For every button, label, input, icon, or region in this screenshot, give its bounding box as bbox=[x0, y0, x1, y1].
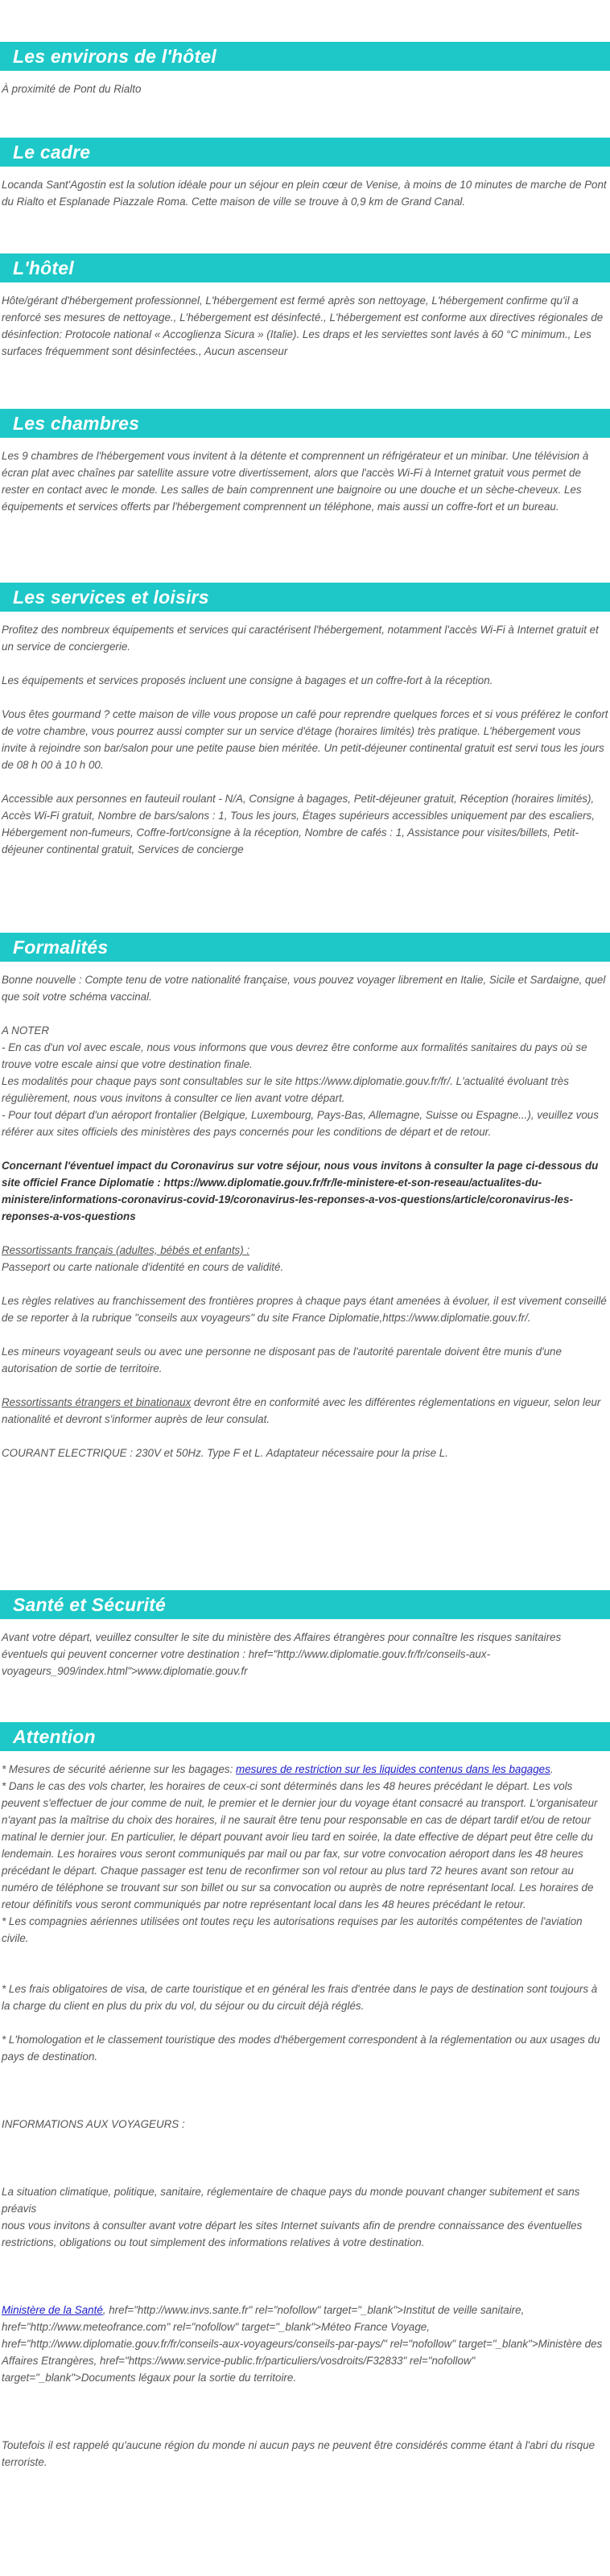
formalites-paragraph: Passeport ou carte nationale d'identité en cours de validité. bbox=[2, 1261, 284, 1273]
section-formalites bbox=[0, 933, 610, 1461]
attention-text: * Mesures de sécurité aérienne sur les bagages: bbox=[2, 1763, 237, 1775]
attention-paragraph: La situation climatique, politique, sanitaire, réglementaire de chaque pays du monde pouvant changer subitement et sans préavis bbox=[2, 2186, 580, 2215]
section-header bbox=[0, 138, 610, 167]
attention-paragraph: * L'homologation et le classement touristique des modes d'hébergement correspondent à la réglementation ou aux usages du pays de destination. bbox=[2, 2034, 600, 2063]
section-title: Les services et loisirs bbox=[13, 586, 209, 608]
informations-voyageurs-heading: INFORMATIONS AUX VOYAGEURS : bbox=[2, 2118, 185, 2130]
attention-text: . bbox=[550, 1763, 554, 1775]
services-paragraph: Vous êtes gourmand ? cette maison de ville vous propose un café pour reprendre quelques forces et si vous préférez le confort de votre chambre, vous pourrez aussi compter sur un service d'étage (horaires limités) très pratique. L'hébergement vous invite à rejoindre son bar/salon pour une petite pause bien méritée. Un petit-déjeuner continental gratuit est servi tous les jours de 08 h 00 à 10 h 00. bbox=[2, 708, 608, 771]
formalites-paragraph: Les modalités pour chaque pays sont consultables sur le site https://www.diplomatie.gouv.fr/fr/. L'actualité évoluant très régulièrement, nous vous invitons à consulter ce lien avant votre départ. bbox=[2, 1075, 569, 1104]
attention-paragraph: * Dans le cas des vols charter, les horaires de ceux-ci sont déterminés dans les 48 heures précédant le départ. Les vols peuvent s'effectuer de jour comme de nuit, le premier et le dernier jour du voyage étant consacré au transport. L'organisateur n'ayant pas la maîtrise du choix des horaires, il ne saurait être tenu pour responsable en cas de départ tardif et/ou de retour matinal le dernier jour. En particulier, le départ pouvant avoir lieu tard en soirée, la date effective de départ peut être celle du lendemain. Les horaires vous seront communiqués par mail ou par fax, sur votre convocation aéroport dans les 48 heures précédant le départ. Chaque passager est tenu de reconfirmer son vol retour au plus tard 72 heures avant son retour au numéro de téléphone se trouvant sur son billet ou sur sa convocation ou auprès de notre représentant local. Les horaires de retour définitifs vous seront communiqués par notre représentant local dans les 48 heures précédant le retour. bbox=[2, 1780, 598, 1910]
section-hotel bbox=[0, 253, 610, 360]
formalites-paragraph: - En cas d'un vol avec escale, nous vous informons que vous devrez être conforme aux formalités sanitaires du pays où se trouve votre escale ainsi que votre destination finale. bbox=[2, 1041, 587, 1070]
section-title: Les environs de l'hôtel bbox=[13, 45, 216, 67]
environs-text: À proximité de Pont du Rialto bbox=[2, 83, 142, 95]
attention-paragraph: nous vous invitons à consulter avant votre départ les sites Internet suivants afin de prendre connaissance des éventuelles restrictions, obligations ou tout simplement des informations relatives à votre destination. bbox=[2, 2219, 583, 2248]
section-title: Attention bbox=[13, 1725, 96, 1747]
liquides-restriction-link[interactable]: mesures de restriction sur les liquides contenus dans les bagages bbox=[236, 1763, 550, 1775]
formalites-note-title: A NOTER bbox=[2, 1024, 50, 1037]
attention-paragraph: * Les compagnies aériennes utilisées ont toutes reçu les autorisations requises par les autorités compétentes de l'aviation civile. bbox=[2, 1915, 583, 1944]
attention-text: , href="http://www.invs.sante.fr" rel="nofollow" target="_blank">Institut de veille sanitaire, href="http://www.meteofrance.com" rel="nofollow" target="_blank">Méteo France Voyage, href="http://www.diplomatie.gouv.fr/fr/conseils-aux-voyageurs/conseils-par-pays/" rel="nofollow" target="_blank">Ministère des Affaires Etrangères, href="https://www.service-public.fr/particuliers/vosdroits/F32833" rel="nofollow" target="_blank">Documents légaux pour la sortie du territoire. bbox=[2, 2304, 603, 2384]
section-header bbox=[0, 1590, 610, 1619]
formalites-paragraph bbox=[2, 1394, 608, 1428]
attention-paragraph bbox=[2, 2302, 608, 2386]
cadre-text: Locanda Sant'Agostin est la solution idéale pour un séjour en plein cœur de Venise, à moins de 10 minutes de marche de Pont du Rialto et Esplanade Piazzale Roma. Cette maison de ville se trouve à 0,9 km de Grand Canal. bbox=[2, 179, 607, 208]
section-chambres bbox=[0, 409, 610, 515]
chambres-text: Les 9 chambres de l'hébergement vous invitent à la détente et comprennent un réfrigérateur et un minibar. Une télévision à écran plat avec chaînes par satellite assure votre divertissement, alors que l'accès Wi-Fi à Internet gratuit vous permet de rester en contact avec le monde. Les salles de bain comprennent une baignoire ou une douche et un sèche-cheveux. Les équipements et services offerts par l'hébergement comprennent un téléphone, mais aussi un coffre-fort et un bureau. bbox=[2, 450, 589, 513]
formalites-paragraph: - Pour tout départ d'un aéroport frontalier (Belgique, Luxembourg, Pays-Bas, Allemagne, Suisse ou Espagne...), veuillez vous référer aux sites officiels des ministères des pays concernés pour les conditions de départ et de retour. bbox=[2, 1109, 599, 1138]
sante-text: Avant votre départ, veuillez consulter le site du ministère des Affaires étrangères pour connaître les risques sanitaires éventuels qui peuvent concerner votre destination : href="http://www.diplomatie.gouv.fr/fr/conseils-aux-voyageurs_909/index.html">www.diplomatie.gouv.fr bbox=[2, 1631, 562, 1677]
section-header bbox=[0, 933, 610, 962]
section-services bbox=[0, 583, 610, 858]
formalites-paragraph: Bonne nouvelle : Compte tenu de votre nationalité française, vous pouvez voyager librement en Italie, Sicile et Sardaigne, quel que soit votre schéma vaccinal. bbox=[2, 974, 606, 1003]
section-header bbox=[0, 583, 610, 612]
services-paragraph: Accessible aux personnes en fauteuil roulant - N/A, Consigne à bagages, Petit-déjeuner gratuit, Réception (horaires limités), Accès Wi-Fi gratuit, Nombre de bars/salons : 1, Tous les jours, Étages supérieurs accessibles uniquement par des escaliers, Hébergement non-fumeurs, Coffre-fort/consigne à la réception, Nombre de cafés : 1, Assistance pour visites/billets, Petit-déjeuner continental gratuit, Services de concierge bbox=[2, 793, 595, 855]
section-attention bbox=[0, 1722, 610, 2471]
ressortissants-etrangers-text: devront être en conformité avec les différentes réglementations en vigueur, selon leur nationalité et devront s'informer auprès de leur consulat. bbox=[2, 1396, 601, 1425]
services-paragraph: Les équipements et services proposés incluent une consigne à bagages et un coffre-fort à la réception. bbox=[2, 674, 493, 686]
attention-paragraph: Toutefois il est rappelé qu'aucune région du monde ni aucun pays ne peuvent être considérés comme étant à l'abri du risque terroriste. bbox=[2, 2439, 596, 2468]
formalites-paragraph: Les mineurs voyageant seuls ou avec une personne ne disposant pas de l'autorité parentale doivent être munis d'une autorisation de sortie de territoire. bbox=[2, 1346, 562, 1375]
section-title: L'hôtel bbox=[13, 257, 74, 278]
ministere-sante-link[interactable]: Ministère de la Santé bbox=[2, 2304, 103, 2316]
section-cadre bbox=[0, 138, 610, 210]
section-header bbox=[0, 253, 610, 282]
attention-paragraph bbox=[2, 1761, 608, 1778]
attention-paragraph: * Les frais obligatoires de visa, de carte touristique et en général les frais d'entrée dans le pays de destination sont toujours à la charge du client en plus du prix du vol, du séjour ou du circuit déjà réglés. bbox=[2, 1983, 598, 2012]
formalites-paragraph: Les règles relatives au franchissement des frontières propres à chaque pays étant amenées à évoluer, il est vivement conseillé de se reporter à la rubrique "conseils aux voyageurs" du site France Diplomatie,https://www.diplomatie.gouv.fr/. bbox=[2, 1295, 607, 1324]
section-title: Santé et Sécurité bbox=[13, 1593, 167, 1615]
section-title: Les chambres bbox=[13, 412, 140, 434]
section-environs bbox=[0, 42, 610, 97]
ressortissants-francais-heading: Ressortissants français (adultes, bébés et enfants) : bbox=[2, 1244, 250, 1256]
section-header bbox=[0, 409, 610, 438]
section-header bbox=[0, 42, 610, 71]
coronavirus-notice: Concernant l'éventuel impact du Coronavirus sur votre séjour, nous vous invitons à consulter la page ci-dessous du site officiel France Diplomatie : https://www.diplomatie.gouv.fr/fr/le-ministere-et-son-reseau/actualites-du-ministere/informations-coronavirus-covid-19/coronavirus-les-reponses-a-vos-questions/article/coronavirus-les-reponses-a-vos-questions bbox=[2, 1160, 599, 1222]
section-title: Le cadre bbox=[13, 141, 91, 163]
courant-electrique: COURANT ELECTRIQUE : 230V et 50Hz. Type F et L. Adaptateur nécessaire pour la prise L. bbox=[2, 1447, 448, 1459]
section-header bbox=[0, 1722, 610, 1751]
section-title: Formalités bbox=[13, 936, 109, 958]
services-paragraph: Profitez des nombreux équipements et services qui caractérisent l'hébergement, notamment l'accès Wi-Fi à Internet gratuit et un service de conciergerie. bbox=[2, 624, 599, 653]
hotel-text: Hôte/gérant d'hébergement professionnel, L'hébergement est fermé après son nettoyage, L'hébergement confirme qu'il a renforcé ses mesures de nettoyage., L'hébergement est désinfecté., L'hébergement est conforme aux directives régionales de désinfection: Protocole national « Accoglienza Sicura » (Italie). Les draps et les serviettes sont lavés à 60 °C minimum., Les surfaces fréquemment sont désinfectées., Aucun ascenseur bbox=[2, 295, 604, 357]
section-sante bbox=[0, 1590, 610, 1680]
ressortissants-etrangers-heading: Ressortissants étrangers et binationaux bbox=[2, 1396, 192, 1408]
